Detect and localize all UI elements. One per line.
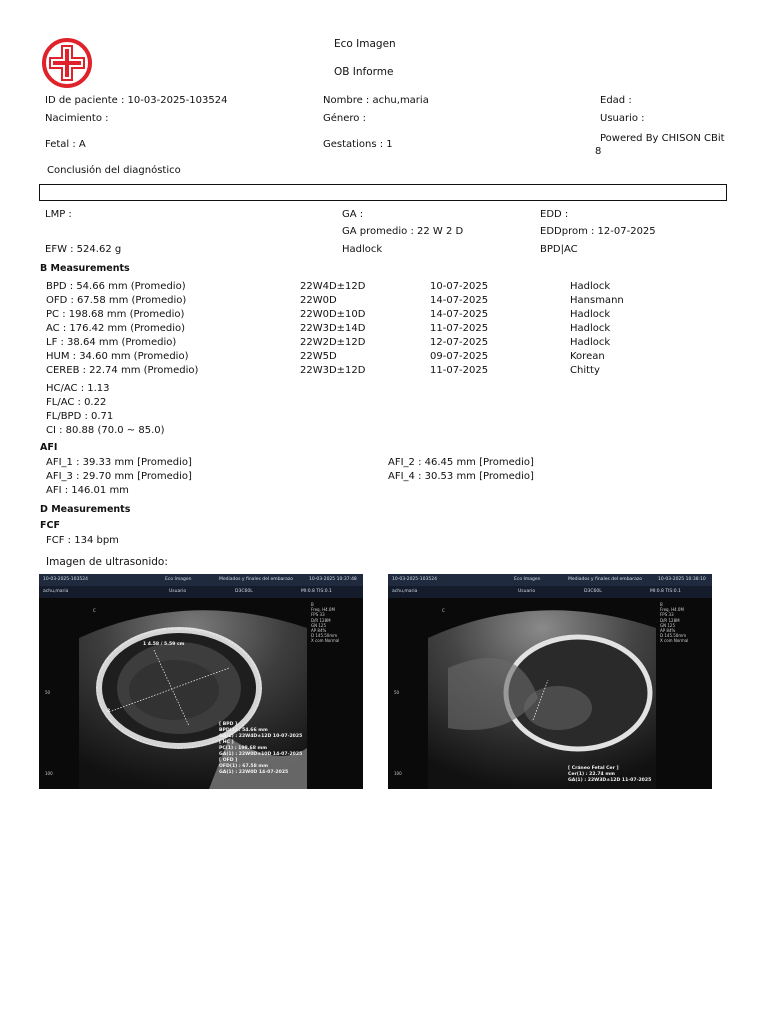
fcf-title: FCF [40,520,60,531]
measurement: AC : 176.42 mm (Promedio) [46,323,186,334]
patient-gestations: Gestations : 1 [323,139,393,150]
us-exam: Mediados y finales del embarazo [568,577,643,582]
us-probe: D3C60L [584,589,602,594]
us-brand: Eco Imagen [514,577,541,582]
measurement-ga: 22W5D [300,351,337,362]
patient-birth: Nacimiento : [45,113,109,124]
us-time: 10-03-2025 10:38:10 [658,577,706,582]
us-user: Usuario [518,589,536,594]
afi-total: AFI : 146.01 mm [46,485,129,496]
measurement-author: Hadlock [570,281,611,292]
lmp: LMP : [45,209,72,220]
efw: EFW : 524.62 g [45,244,122,255]
us-sub-bar [388,586,712,598]
afi-title: AFI [40,442,58,453]
measurement-date: 14-07-2025 [430,295,489,306]
b-measurements-title: B Measurements [40,263,130,274]
us-user: Usuario [169,589,187,594]
us-header-bar [388,574,712,586]
ultrasound-image-2 [388,574,712,789]
us-mi: MI:0.8 TIS:0.1 [650,589,681,594]
us-scale-bottom: 100 [394,771,402,776]
measurement-date: 09-07-2025 [430,351,489,362]
us-parameters: B Freq. H4.0M FPS 33 D/R 128M GN 125 AP 84% D 145.50mm X com Normal [311,602,340,644]
efw-method: Hadlock [342,244,383,255]
measurement: CEREB : 22.74 mm (Promedio) [46,365,199,376]
us-mi: MI:0.8 TIS:0.1 [301,589,332,594]
us-sub-bar [39,586,363,598]
powered-by-line2: 8 [595,146,602,157]
edd: EDD : [540,209,569,220]
us-caliper-label-2: 2 [107,709,111,714]
patient-user: Usuario : [600,113,645,124]
measurement: LF : 38.64 mm (Promedio) [46,337,177,348]
us-brand: Eco Imagen [165,577,192,582]
measurement-author: Hadlock [570,337,611,348]
measurement-date: 10-07-2025 [430,281,489,292]
us-scale-mid: 50 [394,690,400,695]
brand-name: Eco Imagen [334,38,396,50]
measurement-author: Hadlock [570,323,611,334]
measurement-author: Chitty [570,365,600,376]
us-exam: Mediados y finales del embarazo [219,577,294,582]
ratio-fl-bpd: FL/BPD : 0.71 [46,411,114,422]
us-measurement-annotations: [ BPD ] BPD(1) : 54.66 mm GA(1) : 22W4D±12D 10-07-2025 [ HC ] PC(1) : 198.68 mm GA(1) : 22W0D±10D 14-07-2025 [ OFD ] OFD(1) : 67.58 mm GA(1) : 22W0D 14-07-2025 [219,722,303,775]
measurement: BPD : 54.66 mm (Promedio) [46,281,186,292]
patient-age: Edad : [600,95,632,106]
us-patient-name: achu,maria [43,589,69,594]
measurement-ga: 22W3D±12D [300,365,366,376]
afi-1: AFI_1 : 39.33 mm [Promedio] [46,457,192,468]
afi-3: AFI_3 : 29.70 mm [Promedio] [46,471,192,482]
patient-id: ID de paciente : 10-03-2025-103524 [45,95,228,106]
d-measurements-title: D Measurements [40,504,131,515]
measurement-ga: 22W0D [300,295,337,306]
ultrasound-image-1 [39,574,363,789]
measurement-date: 11-07-2025 [430,365,489,376]
measurement: HUM : 34.60 mm (Promedio) [46,351,189,362]
measurement-ga: 22W3D±14D [300,323,366,334]
us-scale-top: C [93,608,96,613]
fcf-value: FCF : 134 bpm [46,535,119,546]
us-parameters: B Freq. H4.0M FPS 33 D/R 128M GN 125 AP 84% D 145.50mm X com Normal [660,602,689,644]
medical-cross-logo-icon [38,36,98,90]
us-scale-top: C [442,608,445,613]
us-time: 10-03-2025 10:37:48 [309,577,357,582]
ga: GA : [342,209,364,220]
diagnosis-label: Conclusión del diagnóstico [47,165,181,176]
report-title: OB Informe [334,66,394,78]
us-patient-id: 10-03-2025-103524 [392,577,437,582]
measurement: PC : 198.68 mm (Promedio) [46,309,185,320]
measurement-ga: 22W4D±12D [300,281,366,292]
us-scale-bottom: 100 [45,771,53,776]
ratio-fl-ac: FL/AC : 0.22 [46,397,107,408]
us-header-bar [39,574,363,586]
measurement-author: Hadlock [570,309,611,320]
measurement-author: Hansmann [570,295,624,306]
measurement-ga: 22W2D±12D [300,337,366,348]
patient-gender: Género : [323,113,366,124]
measurement-author: Korean [570,351,605,362]
measurement-date: 12-07-2025 [430,337,489,348]
images-label: Imagen de ultrasonido: [46,556,168,568]
afi-2: AFI_2 : 46.45 mm [Promedio] [388,457,534,468]
ratio-hc-ac: HC/AC : 1.13 [46,383,110,394]
us-patient-name: achu,maria [392,589,418,594]
measurement-date: 11-07-2025 [430,323,489,334]
measurement-date: 14-07-2025 [430,309,489,320]
us-scale-mid: 50 [45,690,51,695]
afi-4: AFI_4 : 30.53 mm [Promedio] [388,471,534,482]
efw-formula: BPD|AC [540,244,578,255]
measurement: OFD : 67.58 mm (Promedio) [46,295,187,306]
us-measurement-annotations: [ Cráneo Fetal Cer ] Cer(1) : 22.74 mm GA(1) : 22W3D±12D 11-07-2025 [568,766,652,783]
patient-name: Nombre : achu,maria [323,95,429,106]
measurement-ga: 22W0D±10D [300,309,366,320]
ratio-ci: CI : 80.88 (70.0 ~ 85.0) [46,425,165,436]
patient-fetal: Fetal : A [45,139,86,150]
us-caliper-label-1: 1 4.58 / 5.59 cm [143,642,185,647]
us-patient-id: 10-03-2025-103524 [43,577,88,582]
ga-avg: GA promedio : 22 W 2 D [342,226,464,237]
powered-by-line1: Powered By CHISON CBit [600,133,725,144]
diagnosis-box [39,184,727,201]
edd-avg: EDDprom : 12-07-2025 [540,226,656,237]
us-probe: D3C60L [235,589,253,594]
